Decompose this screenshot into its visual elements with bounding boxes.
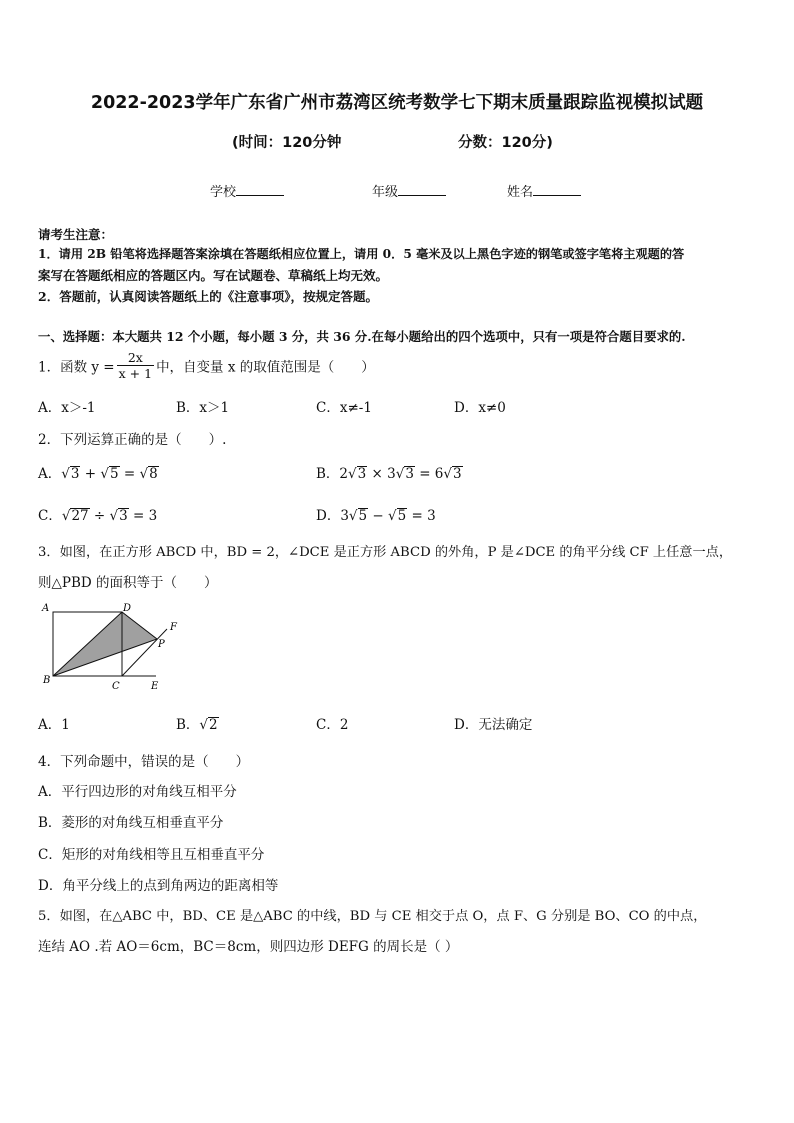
label-d: D [123, 603, 132, 614]
q2-a-label: A． [38, 466, 62, 482]
grade-label: 年级 [372, 185, 399, 200]
q2-b-coef: 2 [339, 466, 349, 482]
exam-time: (时间：120分钟 [232, 135, 342, 151]
q4-option-b[interactable]: B．菱形的对角线互相垂直平分 [38, 815, 224, 831]
question-4-stem: 4．下列命题中，错误的是（ ） [38, 754, 250, 770]
name-label: 姓名 [507, 185, 534, 200]
q4-option-c[interactable]: C．矩形的对角线相等且互相垂直平分 [38, 847, 265, 863]
notice-heading: 请考生注意： [38, 227, 114, 242]
school-field [210, 181, 284, 200]
q2-a-radicand-3: 8 [149, 466, 158, 482]
q3-b-radicand: 2 [209, 717, 218, 733]
q2-d-eq: = 3 [407, 508, 436, 524]
q3-option-d[interactable]: D．无法确定 [454, 717, 533, 733]
notice-line-1a: 1．请用 2B 铅笔将选择题答案涂填在答题纸相应位置上，请用 0．5 毫米及以上黑色字迹的钢笔或签字笔将主观题的答 [38, 247, 685, 261]
q4-option-d[interactable]: D．角平分线上的点到角两边的距离相等 [38, 878, 279, 894]
q2-option-a[interactable]: A．√3 + √5 = √8 [38, 466, 158, 482]
q2-c-radicand-1: 27 [71, 508, 89, 524]
grade-field [372, 181, 446, 200]
q2-b-radicand-2: 3 [405, 466, 414, 482]
q2-option-c[interactable]: C．√27 ÷ √3 = 3 [38, 508, 158, 524]
q2-c-radicand-2: 3 [119, 508, 128, 524]
name-blank[interactable] [533, 183, 581, 196]
q2-b-label: B． [316, 466, 340, 482]
q1-option-b[interactable]: B．x＞1 [176, 400, 230, 416]
q2-b-radicand-3: 3 [453, 466, 462, 482]
q2-c-eq: = 3 [128, 508, 158, 524]
q3-b-label: B． [176, 717, 200, 733]
q1-option-a[interactable]: A．x＞-1 [38, 400, 96, 416]
q3-option-a[interactable]: A．1 [38, 717, 70, 733]
square-diagram [38, 601, 188, 693]
question-5-line-2: 连结 AO .若 AO＝6cm，BC＝8cm，则四边形 DEFG 的周长是（ ） [38, 939, 459, 955]
q1-numerator: 2x [117, 350, 154, 366]
exam-title: 2022-2023学年广东省广州市荔湾区统考数学七下期末质量跟踪监视模拟试题 [90, 93, 704, 113]
q2-b-radicand-1: 3 [357, 466, 367, 482]
q2-d-minus: − [368, 508, 389, 524]
q2-d-radicand-2: 5 [397, 508, 407, 524]
label-c: C [112, 681, 120, 692]
q2-c-label: C． [38, 508, 62, 524]
q2-b-times: × 3 [367, 466, 396, 482]
label-e: E [151, 681, 159, 692]
q2-option-d[interactable]: D．3√5 − √5 = 3 [316, 508, 436, 524]
q2-option-b[interactable]: B．2√3 × 3√3 = 6√3 [316, 466, 462, 482]
label-f: F [170, 622, 177, 633]
triangle-pbd-shaded [53, 612, 157, 676]
q1-suffix: 中，自变量 x 的取值范围是（ ） [156, 359, 375, 376]
school-label: 学校 [210, 185, 237, 200]
q2-b-eq: = 6 [414, 466, 444, 482]
label-a: A [42, 603, 50, 614]
q2-a-plus: + [80, 466, 101, 482]
q2-d-coef: 3 [340, 508, 349, 524]
q2-a-radicand-1: 3 [70, 466, 80, 482]
q1-fraction [117, 350, 154, 381]
q1-denominator: x + 1 [118, 366, 153, 381]
q2-c-div: ÷ [89, 508, 110, 524]
name-field [507, 181, 581, 200]
grade-blank[interactable] [398, 183, 446, 196]
notice-line-1b: 案写在答题纸相应的答题区内。写在试题卷、草稿纸上均无效。 [38, 268, 389, 283]
school-blank[interactable] [236, 183, 284, 196]
label-p: P [158, 639, 165, 650]
q1-option-d[interactable]: D．x≠0 [454, 400, 506, 416]
question-3-line-2: 则△PBD 的面积等于（ ） [38, 575, 218, 591]
q4-option-a[interactable]: A．平行四边形的对角线互相平分 [38, 784, 237, 800]
q3-option-b[interactable]: B．√2 [176, 717, 218, 733]
q2-d-radicand-1: 5 [358, 508, 368, 524]
label-b: B [43, 675, 51, 686]
q1-prefix: 1．函数 y = [38, 359, 115, 376]
q2-a-eq: = [119, 466, 140, 482]
question-2-stem: 2．下列运算正确的是（ ）. [38, 432, 227, 448]
q2-d-label: D． [316, 508, 341, 524]
notice-line-2: 2．答题前，认真阅读答题纸上的《注意事项》，按规定答题。 [38, 289, 378, 304]
q1-option-c[interactable]: C．x≠-1 [316, 400, 372, 416]
q2-a-radicand-2: 5 [109, 466, 119, 482]
question-1-stem [38, 350, 375, 381]
section-heading: 一、选择题：本大题共 12 个小题，每小题 3 分，共 36 分.在每小题给出的四个选项中，只有一项是符合题目要求的. [38, 329, 686, 344]
exam-score: 分数：120分) [458, 135, 553, 151]
question-3-line-1: 3．如图，在正方形 ABCD 中，BD = 2，∠DCE 是正方形 ABCD 的外角，P 是∠DCE 的角平分线 CF 上任意一点， [38, 545, 733, 560]
question-5-line-1: 5．如图，在△ABC 中，BD、CE 是△ABC 的中线，BD 与 CE 相交于点 O，点 F、G 分别是 BO、CO 的中点， [38, 909, 707, 924]
q3-option-c[interactable]: C．2 [316, 717, 349, 733]
